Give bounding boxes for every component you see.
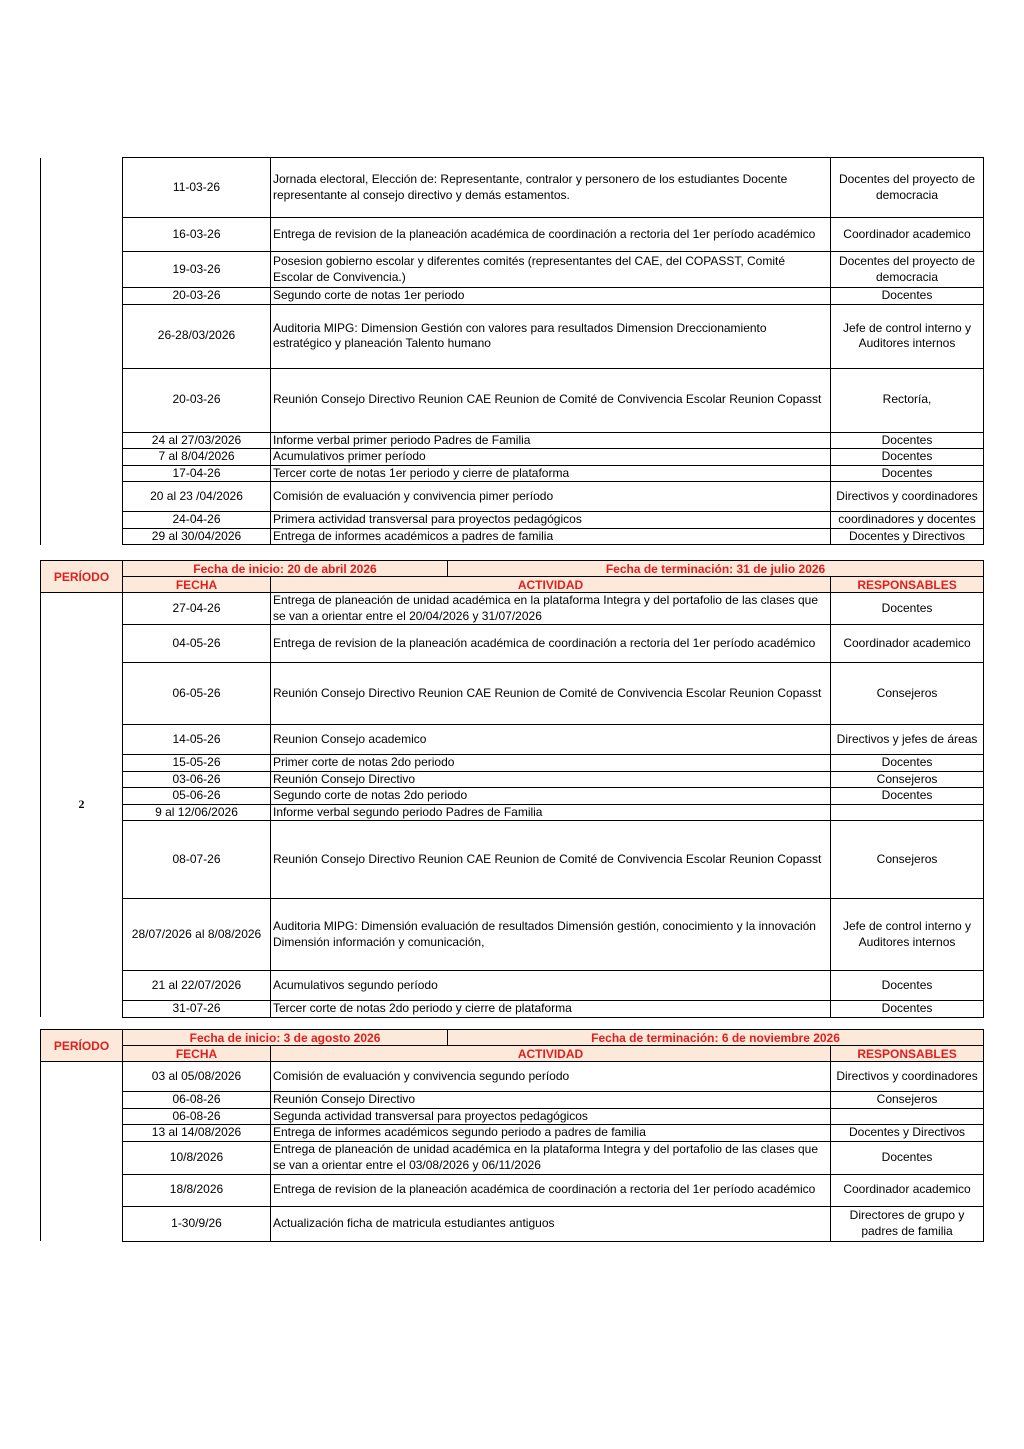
table-row — [41, 771, 984, 788]
col-fecha-header: FECHA — [123, 577, 271, 593]
rows — [41, 561, 984, 1018]
row-activity: Reunion Consejo academico — [271, 725, 831, 755]
row-activity: Reunión Consejo Directivo — [271, 771, 831, 788]
row-date: 11-03-26 — [123, 158, 271, 218]
row-responsible: Docentes — [831, 593, 984, 625]
column-header-row — [41, 1046, 984, 1062]
schedule-table-period-2 — [40, 560, 984, 1018]
row-activity: Reunión Consejo Directivo Reunion CAE Reunion de Comité de Convivencia Escolar Reunion Copasst — [271, 821, 831, 899]
schedule-table-period-3 — [40, 1029, 984, 1242]
col-actividad-header: ACTIVIDAD — [271, 577, 831, 593]
row-date: 15-05-26 — [123, 755, 271, 772]
row-activity: Auditoria MIPG: Dimensión evaluación de resultados Dimensión gestión, conocimiento y la innovación Dimensión información y comunicación, — [271, 899, 831, 971]
row-date: 04-05-26 — [123, 625, 271, 663]
row-date: 20-03-26 — [123, 288, 271, 305]
row-date: 14-05-26 — [123, 725, 271, 755]
row-responsible: Docentes del proyecto de democracia — [831, 158, 984, 218]
periodo-number: 2 — [41, 593, 123, 1018]
end-date: Fecha de terminación: 31 de julio 2026 — [448, 561, 984, 577]
period-dates-row — [41, 1030, 984, 1046]
row-activity: Entrega de informes académicos segundo periodo a padres de familia — [271, 1125, 831, 1142]
row-responsible: Docentes — [831, 755, 984, 772]
table-row — [41, 158, 984, 218]
row-activity: Posesion gobierno escolar y diferentes comités (representantes del CAE, del COPASST, Comité Escolar de Convivencia.) — [271, 252, 831, 288]
row-responsible: Docentes — [831, 1141, 984, 1174]
row-responsible: Coordinador academico — [831, 218, 984, 252]
row-responsible: Docentes — [831, 432, 984, 449]
table-row — [41, 1206, 984, 1241]
periodo-column — [41, 1062, 123, 1242]
row-responsible: Jefe de control interno y Auditores internos — [831, 304, 984, 368]
row-activity: Comisión de evaluación y convivencia pimer período — [271, 482, 831, 512]
row-activity: Reunión Consejo Directivo Reunion CAE Reunion de Comité de Convivencia Escolar Reunion Copasst — [271, 368, 831, 432]
row-activity: Informe verbal primer periodo Padres de Familia — [271, 432, 831, 449]
row-responsible: Docentes del proyecto de democracia — [831, 252, 984, 288]
column-header-row — [41, 577, 984, 593]
col-actividad-header: ACTIVIDAD — [271, 1046, 831, 1062]
row-activity: Entrega de revision de la planeación académica de coordinación a rectoria del 1er período académico — [271, 218, 831, 252]
table-row — [41, 725, 984, 755]
table-row — [41, 218, 984, 252]
row-activity: Entrega de revision de la planeación académica de coordinación a rectoria del 1er período académico — [271, 1174, 831, 1206]
row-date: 1-30/9/26 — [123, 1206, 271, 1241]
table-row — [41, 465, 984, 482]
row-responsible: Coordinador academico — [831, 1174, 984, 1206]
row-date: 13 al 14/08/2026 — [123, 1125, 271, 1142]
row-responsible: Directivos y coordinadores — [831, 1062, 984, 1092]
schedule-table-period-1 — [40, 157, 984, 545]
row-date: 31-07-26 — [123, 1001, 271, 1018]
row-responsible: Consejeros — [831, 771, 984, 788]
table-row — [41, 1108, 984, 1125]
periodo-column — [41, 158, 123, 545]
row-activity: Auditoria MIPG: Dimension Gestión con valores para resultados Dimension Dreccionamiento estratégico y planeación Talento humano — [271, 304, 831, 368]
rows — [41, 1030, 984, 1242]
row-responsible — [831, 804, 984, 821]
row-activity: Reunión Consejo Directivo — [271, 1092, 831, 1109]
row-activity: Primer corte de notas 2do periodo — [271, 755, 831, 772]
row-responsible: Consejeros — [831, 1092, 984, 1109]
table-row — [41, 971, 984, 1001]
table-row — [41, 482, 984, 512]
row-activity: Acumulativos primer período — [271, 449, 831, 466]
row-responsible: Docentes y Directivos — [831, 528, 984, 545]
table-row — [41, 304, 984, 368]
row-date: 24-04-26 — [123, 512, 271, 529]
row-responsible: Rectoría, — [831, 368, 984, 432]
row-activity: Tercer corte de notas 1er periodo y cierre de plataforma — [271, 465, 831, 482]
row-responsible: Docentes — [831, 288, 984, 305]
row-date: 19-03-26 — [123, 252, 271, 288]
row-responsible: Consejeros — [831, 821, 984, 899]
table-row — [41, 804, 984, 821]
row-activity: Segundo corte de notas 1er periodo — [271, 288, 831, 305]
table-row — [41, 432, 984, 449]
table-row — [41, 1141, 984, 1174]
row-date: 16-03-26 — [123, 218, 271, 252]
table-row — [41, 368, 984, 432]
row-activity: Segunda actividad transversal para proyectos pedagógicos — [271, 1108, 831, 1125]
row-date: 20-03-26 — [123, 368, 271, 432]
row-activity: Actualización ficha de matricula estudiantes antiguos — [271, 1206, 831, 1241]
row-date: 03-06-26 — [123, 771, 271, 788]
table-row — [41, 899, 984, 971]
row-date: 08-07-26 — [123, 821, 271, 899]
row-responsible: Docentes — [831, 971, 984, 1001]
table-row — [41, 788, 984, 805]
row-date: 27-04-26 — [123, 593, 271, 625]
row-activity: Jornada electoral, Elección de: Representante, contralor y personero de los estudiantes Docente representante al consejo directivo y demás estamentos. — [271, 158, 831, 218]
table-row — [41, 593, 984, 625]
start-date: Fecha de inicio: 3 de agosto 2026 — [123, 1030, 448, 1046]
row-date: 20 al 23 /04/2026 — [123, 482, 271, 512]
table-row — [41, 288, 984, 305]
table-row — [41, 512, 984, 529]
row-responsible: Coordinador academico — [831, 625, 984, 663]
row-responsible: Docentes — [831, 465, 984, 482]
row-date: 9 al 12/06/2026 — [123, 804, 271, 821]
row-responsible: Directivos y coordinadores — [831, 482, 984, 512]
row-responsible: Consejeros — [831, 663, 984, 725]
periodo-label: PERÍODO — [41, 561, 123, 593]
table-row — [41, 625, 984, 663]
row-date: 05-06-26 — [123, 788, 271, 805]
row-date: 06-08-26 — [123, 1108, 271, 1125]
row-activity: Entrega de planeación de unidad académica en la plataforma Integra y del portafolio de las clases que se van a orientar entre el 20/04/2026 y 31/07/2026 — [271, 593, 831, 625]
col-responsables-header: RESPONSABLES — [831, 1046, 984, 1062]
row-date: 06-08-26 — [123, 1092, 271, 1109]
row-responsible — [831, 1108, 984, 1125]
row-date: 06-05-26 — [123, 663, 271, 725]
row-date: 03 al 05/08/2026 — [123, 1062, 271, 1092]
start-date: Fecha de inicio: 20 de abril 2026 — [123, 561, 448, 577]
periodo-label: PERÍODO — [41, 1030, 123, 1062]
end-date: Fecha de terminación: 6 de noviembre 2026 — [448, 1030, 984, 1046]
col-fecha-header: FECHA — [123, 1046, 271, 1062]
table-row — [41, 821, 984, 899]
row-date: 24 al 27/03/2026 — [123, 432, 271, 449]
row-date: 29 al 30/04/2026 — [123, 528, 271, 545]
row-responsible: Docentes y Directivos — [831, 1125, 984, 1142]
table-row — [41, 755, 984, 772]
row-date: 26-28/03/2026 — [123, 304, 271, 368]
table-row — [41, 1125, 984, 1142]
table-row — [41, 663, 984, 725]
table-row — [41, 1062, 984, 1092]
row-activity: Comisión de evaluación y convivencia segundo período — [271, 1062, 831, 1092]
row-activity: Primera actividad transversal para proyectos pedagógicos — [271, 512, 831, 529]
rows — [41, 158, 984, 545]
row-responsible: Docentes — [831, 449, 984, 466]
row-activity: Entrega de revision de la planeación académica de coordinación a rectoria del 1er período académico — [271, 625, 831, 663]
row-activity: Segundo corte de notas 2do periodo — [271, 788, 831, 805]
table-row — [41, 449, 984, 466]
row-activity: Entrega de informes académicos a padres de familia — [271, 528, 831, 545]
row-responsible: Jefe de control interno y Auditores internos — [831, 899, 984, 971]
period-dates-row — [41, 561, 984, 577]
table-row — [41, 528, 984, 545]
row-responsible: coordinadores y docentes — [831, 512, 984, 529]
row-activity: Tercer corte de notas 2do periodo y cierre de plataforma — [271, 1001, 831, 1018]
col-responsables-header: RESPONSABLES — [831, 577, 984, 593]
row-responsible: Directivos y jefes de áreas — [831, 725, 984, 755]
table-row — [41, 1001, 984, 1018]
row-date: 7 al 8/04/2026 — [123, 449, 271, 466]
row-responsible: Docentes — [831, 1001, 984, 1018]
row-responsible: Docentes — [831, 788, 984, 805]
row-date: 28/07/2026 al 8/08/2026 — [123, 899, 271, 971]
row-responsible: Directores de grupo y padres de familia — [831, 1206, 984, 1241]
row-activity: Acumulativos segundo período — [271, 971, 831, 1001]
row-date: 18/8/2026 — [123, 1174, 271, 1206]
table-row — [41, 1174, 984, 1206]
table-row — [41, 1092, 984, 1109]
row-date: 21 al 22/07/2026 — [123, 971, 271, 1001]
row-date: 10/8/2026 — [123, 1141, 271, 1174]
row-activity: Entrega de planeación de unidad académica en la plataforma Integra y del portafolio de las clases que se van a orientar entre el 03/08/2026 y 06/11/2026 — [271, 1141, 831, 1174]
row-activity: Informe verbal segundo periodo Padres de Familia — [271, 804, 831, 821]
row-date: 17-04-26 — [123, 465, 271, 482]
row-activity: Reunión Consejo Directivo Reunion CAE Reunion de Comité de Convivencia Escolar Reunion Copasst — [271, 663, 831, 725]
table-row — [41, 252, 984, 288]
